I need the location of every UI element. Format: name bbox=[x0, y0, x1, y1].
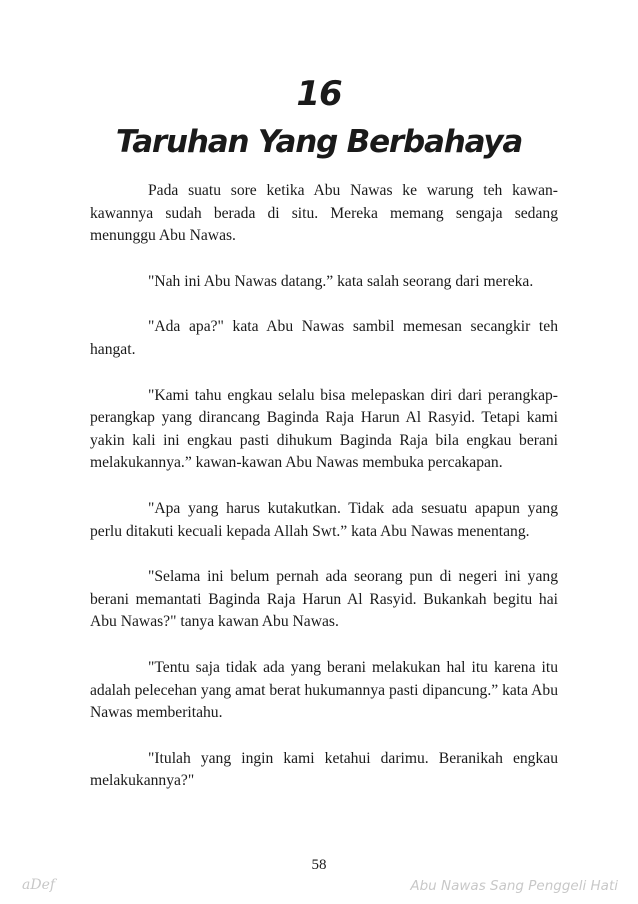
paragraph: "Selama ini belum pernah ada seorang pun di negeri ini yang berani memantati Baginda Raja Harun Al Rasyid. Bukankah begitu hai Abu Nawas?" tanya kawan Abu Nawas. bbox=[90, 568, 558, 631]
chapter-number: 16 bbox=[296, 74, 342, 114]
paragraph: "Apa yang harus kutakutkan. Tidak ada sesuatu apapun yang perlu ditakuti kecuali kepada Allah Swt.” kata Abu Nawas menentang. bbox=[90, 499, 558, 540]
paragraph: Pada suatu sore ketika Abu Nawas ke warung teh kawan-kawannya sudah berada di situ. Mereka memang sengaja sedang menunggu Abu Nawas. bbox=[90, 182, 558, 245]
paragraph: "Tentu saja tidak ada yang berani melakukan hal itu karena itu adalah pelecehan yang amat berat hukumannya pasti dipancung.” kata Abu Nawas memberitahu. bbox=[90, 658, 558, 722]
paragraph: "Itulah yang ingin kami ketahui darimu. Beranikah engkau melakukannya?" bbox=[90, 749, 558, 790]
footer-book-title: Abu Nawas Sang Penggeli Hati bbox=[410, 878, 618, 894]
paragraph: "Kami tahu engkau selalu bisa melepaskan diri dari perangkap-perangkap yang dirancang Baginda Raja Harun Al Rasyid. Tetapi kami yakin kali ini engkau pasti dihukum Baginda Raja bila engkau berani melakukannya.” kawan-kawan Abu Nawas membuka percakapan. bbox=[90, 386, 558, 472]
paragraph: "Ada apa?" kata Abu Nawas sambil memesan secangkir teh hangat. bbox=[90, 318, 558, 358]
paragraph: "Nah ini Abu Nawas datang.” kata salah seorang dari mereka. bbox=[148, 272, 534, 290]
footer-logo: aDef bbox=[22, 877, 56, 893]
page-number: 58 bbox=[311, 857, 327, 873]
chapter-body bbox=[90, 180, 558, 816]
chapter-title: Taruhan Yang Berbahaya bbox=[115, 124, 523, 160]
